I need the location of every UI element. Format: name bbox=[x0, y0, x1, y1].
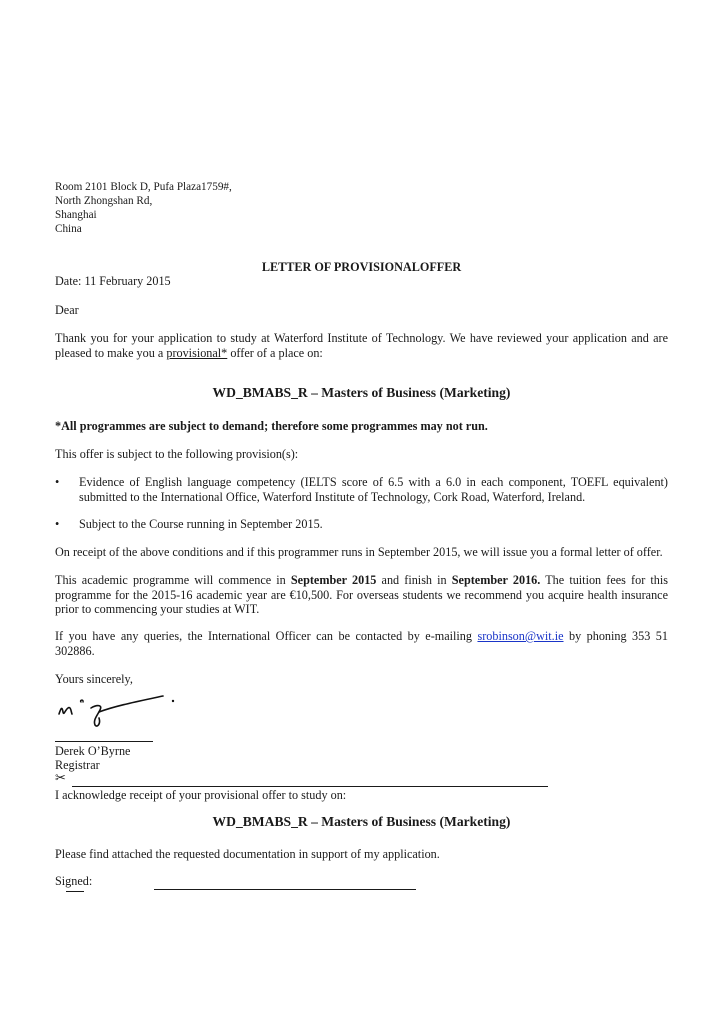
intro-text-2: offer of a place on: bbox=[227, 345, 323, 360]
queries-text-2: by phoning 353 51 302886. bbox=[55, 629, 668, 658]
signature-line bbox=[55, 741, 153, 742]
scissors-icon: ✂ bbox=[55, 771, 66, 786]
signer-title: Registrar bbox=[55, 758, 100, 772]
schedule-start: September 2015 bbox=[290, 573, 377, 587]
closing: Yours sincerely, bbox=[55, 672, 133, 686]
schedule-paragraph bbox=[55, 573, 668, 617]
schedule-text-3: The tuition fees for this programme for the 2015-16 academic year are €10,500. For overseas students we recommend you acquire health insurance prior to commencing your studies at WIT. bbox=[55, 573, 668, 616]
provision-item bbox=[55, 475, 668, 504]
handwritten-signature bbox=[55, 688, 185, 730]
signed-underline-short bbox=[66, 891, 84, 892]
intro-text-1: Thank you for your application to study at Waterford Institute of Technology. We have reviewed your application and are pleased to make you a bbox=[55, 331, 668, 360]
letter-date: Date: 11 February 2015 bbox=[55, 274, 171, 288]
bullet-icon: • bbox=[55, 475, 60, 489]
recipient-address bbox=[55, 180, 232, 236]
address-line-3: Shanghai bbox=[55, 209, 97, 221]
documentation-note: Please find attached the requested documentation in support of my application. bbox=[55, 847, 440, 861]
email-link[interactable]: srobinson@wit.ie bbox=[477, 629, 564, 643]
acknowledgement-text: I acknowledge receipt of your provisional offer to study on: bbox=[55, 788, 347, 802]
address-line-1: Room 2101 Block D, Pufa Plaza1759#, bbox=[55, 181, 232, 193]
schedule-end: September 2016. bbox=[451, 573, 541, 587]
queries-text-1: If you have any queries, the International Officer can be contacted by e-mailing bbox=[55, 629, 478, 643]
provision-item bbox=[55, 517, 668, 532]
provision-text: Evidence of English language competency (IELTS score of 6.5 with a 6.0 in each component, TOEFL equivalent) submitted to the International Office, Waterford Institute of Technology, Cork Road, Waterford, Ireland. bbox=[79, 475, 668, 504]
intro-paragraph bbox=[55, 331, 668, 360]
signed-label: Signed: bbox=[55, 874, 93, 888]
schedule-text-1: This academic programme will commence in bbox=[55, 573, 291, 587]
salutation: Dear bbox=[55, 303, 79, 317]
acknowledgement-programme-title: WD_BMABS_R – Masters of Business (Marketing) bbox=[212, 814, 511, 829]
receipt-conditions: On receipt of the above conditions and if this programmer runs in September 2015, we will issue you a formal letter of offer. bbox=[55, 545, 663, 559]
demand-note: *All programmes are subject to demand; therefore some programmes may not run. bbox=[55, 419, 488, 433]
signer-name: Derek O’Byrne bbox=[55, 744, 131, 758]
address-line-4: China bbox=[55, 223, 82, 235]
cut-line bbox=[72, 786, 548, 787]
intro-provisional: provisional* bbox=[166, 345, 228, 360]
bullet-icon: • bbox=[55, 517, 60, 531]
letter-heading: LETTER OF PROVISIONALOFFER bbox=[261, 260, 462, 274]
signed-line[interactable] bbox=[154, 889, 416, 890]
provisions-intro: This offer is subject to the following provision(s): bbox=[55, 447, 299, 461]
address-line-2: North Zhongshan Rd, bbox=[55, 195, 153, 207]
provision-text: Subject to the Course running in September 2015. bbox=[79, 517, 323, 531]
schedule-text-2: and finish in bbox=[376, 573, 452, 587]
queries-paragraph bbox=[55, 629, 668, 658]
programme-title: WD_BMABS_R – Masters of Business (Marketing) bbox=[212, 385, 511, 400]
